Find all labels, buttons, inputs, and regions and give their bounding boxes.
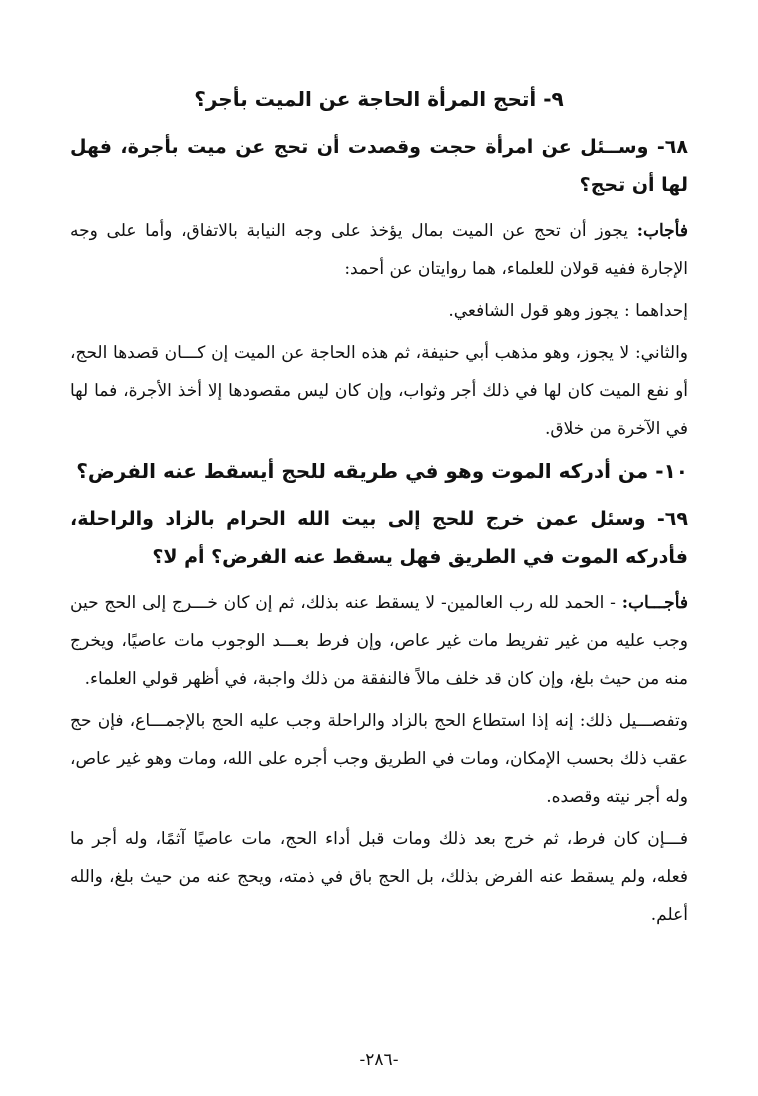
page-number: -٢٨٦-: [359, 1050, 399, 1070]
answer-68-paragraph-3: والثاني: لا يجوز، وهو مذهب أبي حنيفة، ثم هذه الحاجة عن الميت إن كـــان قصدها الحج، أو نفع الميت كان لها في ذلك أجر وثواب، وإن كان ليس مقصودها إلا أخذ الأجرة، فما لها في الآخرة من خلاق.: [70, 343, 688, 439]
question-69: ٦٩- وسئل عمن خرج للحج إلى بيت الله الحرام بالزاد والراحلة، فأدركه الموت في الطريق فهل يسقط عنه الفرض؟ أم لا؟: [70, 508, 688, 568]
answer-text: - الحمد لله رب العالمين- لا يسقط عنه بذلك، ثم إن كان خـــرج إلى الحج حين وجب عليه من غير تفريط مات غير عاص، وإن فرط بعـــد الوجوب مات عاصيًا، ويخرج منه من حيث بلغ، وإن كان قد خلف مالاً فالنفقة من ذلك واجبة، في أظهر قولي العلماء.: [70, 593, 688, 689]
section-10-heading: ١٠- من أدركه الموت وهو في طريقه للحج أيسقط عنه الفرض؟: [76, 459, 688, 483]
section-9-heading: ٩- أتحج المرأة الحاجة عن الميت بأجر؟: [194, 87, 564, 111]
question-68: ٦٨- وســئل عن امرأة حجت وقصدت أن تحج عن ميت بأجرة، فهل لها أن تحج؟: [70, 136, 688, 196]
answer-68-paragraph-2: إحداهما : يجوز وهو قول الشافعي.: [448, 301, 688, 321]
answer-label: فأجاب:: [636, 221, 688, 241]
answer-69-paragraph-3: فـــإن كان فرط، ثم خرج بعد ذلك ومات قبل أداء الحج، مات عاصيًا آثمًا، وله أجر ما فعله، ولم يسقط عنه الفرض بذلك، بل الحج باق في ذمته، ويحج عنه من حيث بلغ، والله أعلم.: [70, 829, 688, 925]
answer-text: يجوز أن تحج عن الميت بمال يؤخذ على وجه النيابة بالاتفاق، وأما على وجه الإجارة ففيه قولان للعلماء، هما روايتان عن أحمد:: [70, 221, 688, 279]
answer-label: فأجـــاب:: [621, 593, 688, 613]
document-page: [70, 70, 688, 938]
answer-69-paragraph-1: [70, 584, 688, 698]
answer-68-paragraph-1: [70, 212, 688, 288]
answer-69-paragraph-2: وتفصـــيل ذلك: إنه إذا استطاع الحج بالزاد والراحلة وجب عليه الحج بالإجمـــاع، فإن حج عقب ذلك بحسب الإمكان، ومات في الطريق وجب أجره على الله، ومات وهو غير عاص، وله أجر نيته وقصده.: [70, 711, 688, 807]
